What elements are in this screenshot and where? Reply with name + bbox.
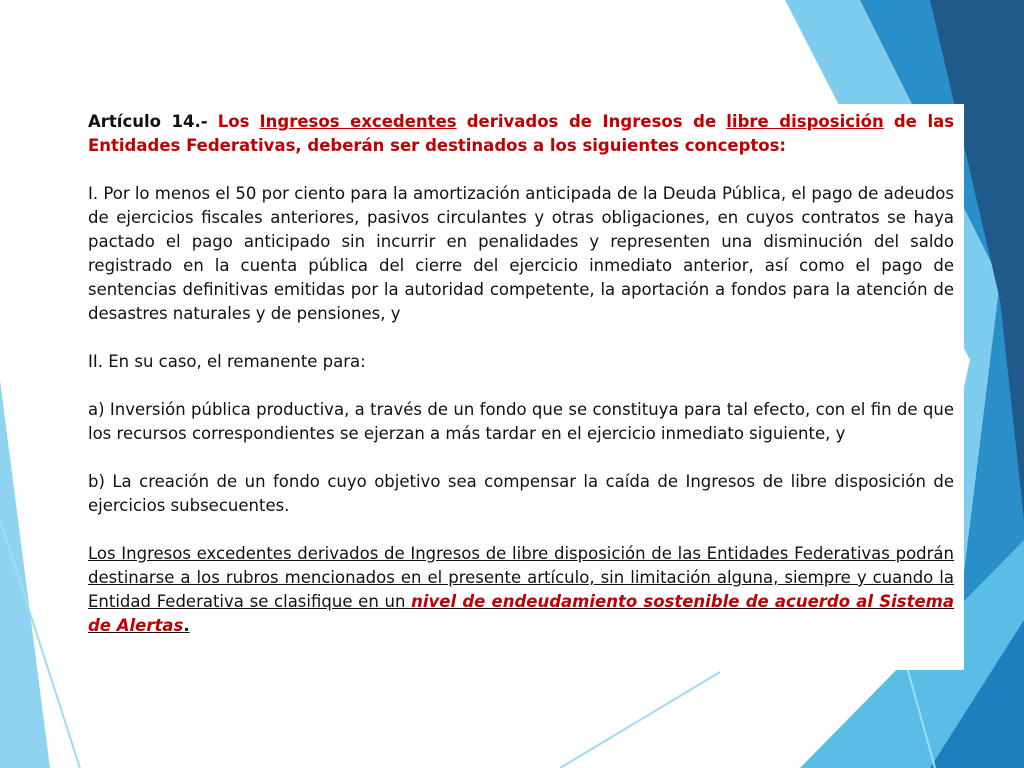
intro-link-libre-disposicion: libre disposición: [726, 112, 884, 131]
paragraph-item-a: a) Inversión pública productiva, a través de un fondo que se constituya para tal efecto, con el fin de que los recursos correspondientes se ejerzan a más tardar en el ejercicio inmediato siguiente, y: [88, 400, 954, 443]
final-period: .: [183, 616, 190, 635]
intro-link-ingresos-excedentes: Ingresos excedentes: [259, 112, 457, 131]
bottom-accent-line: [560, 672, 720, 768]
paragraph-final: [88, 542, 954, 638]
final-text: Los Ingresos excedentes derivados de Ingresos de libre disposición de las Entidades Federativas podrán destinarse a los rubros mencionados en el presente artículo, sin limitación alguna, siempre y cuando la Entidad Federativa se clasifique en un: [88, 544, 954, 611]
paragraph-item-2: II. En su caso, el remanente para:: [88, 352, 366, 371]
article-heading: Artículo 14.-: [88, 112, 208, 131]
article-intro: [88, 110, 954, 158]
paragraph-item-1: I. Por lo menos el 50 por ciento para la amortización anticipada de la Deuda Pública, el pago de adeudos de ejercicios fiscales anteriores, pasivos circulantes y otras obligaciones, en cuyos contratos se haya pactado el pago anticipado sin incurrir en penalidades y representen una disminución del saldo registrado en la cuenta pública del cierre del ejercicio inmediato anterior, así como el pago de sentencias definitivas emitidas por la autoridad competente, la aportación a fondos para la atención de desastres naturales y de pensiones, y: [88, 184, 954, 323]
intro-part-1: Los: [217, 112, 250, 131]
paragraph-item-b: b) La creación de un fondo cuyo objetivo sea compensar la caída de Ingresos de libre disposición de ejercicios subsecuentes.: [88, 472, 954, 515]
intro-part-2: derivados de Ingresos de: [466, 112, 717, 131]
article-text-box: [76, 104, 964, 670]
left-light-triangle: [0, 380, 50, 768]
intro-part-3: de las Entidades Federativas, deberán ser destinados a los siguientes conceptos:: [88, 112, 955, 155]
final-emphasis: nivel de endeudamiento sostenible de acuerdo al Sistema de Alertas: [88, 592, 955, 635]
